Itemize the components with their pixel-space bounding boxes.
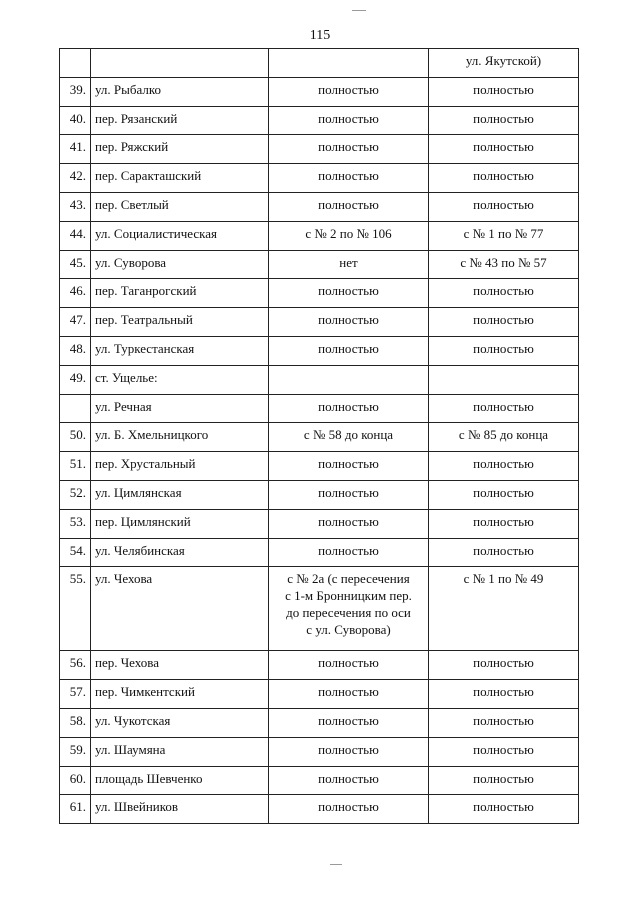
even-side-range: полностью: [269, 737, 429, 766]
row-number: 43.: [60, 192, 91, 221]
even-side-range-line: с ул. Суворова): [306, 622, 391, 638]
table-row: [60, 221, 579, 250]
table-row: [60, 394, 579, 423]
odd-side-range: с № 43 по № 57: [429, 250, 579, 279]
table-row: [60, 680, 579, 709]
odd-side-range: полностью: [429, 135, 579, 164]
scan-speck: [352, 10, 366, 11]
row-number: 46.: [60, 279, 91, 308]
row-number: 45.: [60, 250, 91, 279]
even-side-range-line: до пересечения по оси: [286, 605, 411, 621]
table-row: [60, 106, 579, 135]
street-name: ул. Чехова: [91, 567, 269, 651]
even-side-range: полностью: [269, 795, 429, 824]
page-number: 115: [309, 28, 331, 43]
row-number: 50.: [60, 423, 91, 452]
table-row: [60, 567, 579, 651]
row-number: 52.: [60, 480, 91, 509]
street-name: пер. Ряжский: [91, 135, 269, 164]
even-side-range: полностью: [269, 192, 429, 221]
row-number: 41.: [60, 135, 91, 164]
row-number: 49.: [60, 365, 91, 394]
even-side-range-line: с 1-м Бронницким пер.: [285, 588, 412, 604]
even-side-range: полностью: [269, 394, 429, 423]
table-row: [60, 336, 579, 365]
odd-side-range: полностью: [429, 308, 579, 337]
street-name: пер. Чехова: [91, 651, 269, 680]
odd-side-range: полностью: [429, 77, 579, 106]
row-number: 51.: [60, 452, 91, 481]
odd-side-range: полностью: [429, 737, 579, 766]
table-row: [60, 538, 579, 567]
street-name: ул. Туркестанская: [91, 336, 269, 365]
row-number: 53.: [60, 509, 91, 538]
odd-side-range: полностью: [429, 766, 579, 795]
street-name: ул. Рыбалко: [91, 77, 269, 106]
row-number: 57.: [60, 680, 91, 709]
odd-side-range: полностью: [429, 192, 579, 221]
even-side-range: полностью: [269, 708, 429, 737]
odd-side-range: полностью: [429, 106, 579, 135]
street-name: ст. Ущелье:: [91, 365, 269, 394]
even-side-range: полностью: [269, 106, 429, 135]
table-row: [60, 279, 579, 308]
street-name: [91, 49, 269, 78]
table-body: [60, 49, 579, 824]
even-side-range: с № 2 по № 106: [269, 221, 429, 250]
street-name: площадь Шевченко: [91, 766, 269, 795]
odd-side-range: ул. Якутской): [429, 49, 579, 78]
odd-side-range: с № 1 по № 77: [429, 221, 579, 250]
even-side-range: полностью: [269, 538, 429, 567]
row-number: [60, 394, 91, 423]
table-row: [60, 365, 579, 394]
table-row: [60, 192, 579, 221]
even-side-range: полностью: [269, 680, 429, 709]
street-name: ул. Чукотская: [91, 708, 269, 737]
even-side-range: полностью: [269, 279, 429, 308]
table-row: [60, 250, 579, 279]
even-side-range: [269, 49, 429, 78]
table-row: [60, 766, 579, 795]
odd-side-range: полностью: [429, 394, 579, 423]
street-name: пер. Хрустальный: [91, 452, 269, 481]
street-name: ул. Шаумяна: [91, 737, 269, 766]
even-side-range: нет: [269, 250, 429, 279]
street-name: пер. Светлый: [91, 192, 269, 221]
even-side-range: [269, 567, 429, 651]
odd-side-range: полностью: [429, 336, 579, 365]
table-row: [60, 49, 579, 78]
odd-side-range: полностью: [429, 509, 579, 538]
odd-side-range: полностью: [429, 279, 579, 308]
row-number: 47.: [60, 308, 91, 337]
table-row: [60, 795, 579, 824]
table-row: [60, 737, 579, 766]
row-number: 58.: [60, 708, 91, 737]
row-number: 61.: [60, 795, 91, 824]
even-side-range: с № 58 до конца: [269, 423, 429, 452]
street-name: ул. Цимлянская: [91, 480, 269, 509]
odd-side-range: полностью: [429, 480, 579, 509]
table-row: [60, 651, 579, 680]
even-side-range: полностью: [269, 135, 429, 164]
streets-table: [59, 48, 579, 824]
row-number: 42.: [60, 164, 91, 193]
row-number: 59.: [60, 737, 91, 766]
even-side-range: полностью: [269, 77, 429, 106]
even-side-range: полностью: [269, 651, 429, 680]
street-name: пер. Цимлянский: [91, 509, 269, 538]
odd-side-range: с № 1 по № 49: [429, 567, 579, 651]
odd-side-range: полностью: [429, 651, 579, 680]
row-number: 39.: [60, 77, 91, 106]
even-side-range: полностью: [269, 766, 429, 795]
row-number: 54.: [60, 538, 91, 567]
odd-side-range: полностью: [429, 680, 579, 709]
even-side-range: полностью: [269, 480, 429, 509]
street-name: пер. Саракташский: [91, 164, 269, 193]
even-side-range: полностью: [269, 509, 429, 538]
even-side-range: полностью: [269, 308, 429, 337]
street-name: пер. Театральный: [91, 308, 269, 337]
table-row: [60, 509, 579, 538]
street-name: ул. Речная: [91, 394, 269, 423]
table-row: [60, 452, 579, 481]
even-side-range: полностью: [269, 164, 429, 193]
table-row: [60, 164, 579, 193]
row-number: 55.: [60, 567, 91, 651]
table-row: [60, 308, 579, 337]
street-name: ул. Суворова: [91, 250, 269, 279]
table-row: [60, 77, 579, 106]
street-name: пер. Таганрогский: [91, 279, 269, 308]
table-row: [60, 423, 579, 452]
row-number: 60.: [60, 766, 91, 795]
street-name: пер. Рязанский: [91, 106, 269, 135]
street-name: ул. Швейников: [91, 795, 269, 824]
table-row: [60, 135, 579, 164]
odd-side-range: с № 85 до конца: [429, 423, 579, 452]
table-row: [60, 708, 579, 737]
odd-side-range: [429, 365, 579, 394]
even-side-range-line: с № 2а (с пересечения: [287, 571, 410, 587]
table-row: [60, 480, 579, 509]
even-side-range: полностью: [269, 336, 429, 365]
street-name: ул. Челябинская: [91, 538, 269, 567]
row-number: [60, 49, 91, 78]
scan-speck: [330, 864, 342, 865]
street-name: ул. Социалистическая: [91, 221, 269, 250]
odd-side-range: полностью: [429, 795, 579, 824]
odd-side-range: полностью: [429, 708, 579, 737]
odd-side-range: полностью: [429, 452, 579, 481]
row-number: 56.: [60, 651, 91, 680]
row-number: 44.: [60, 221, 91, 250]
row-number: 48.: [60, 336, 91, 365]
odd-side-range: полностью: [429, 164, 579, 193]
even-side-range: [269, 365, 429, 394]
odd-side-range: полностью: [429, 538, 579, 567]
street-name: ул. Б. Хмельницкого: [91, 423, 269, 452]
row-number: 40.: [60, 106, 91, 135]
street-name: пер. Чимкентский: [91, 680, 269, 709]
even-side-range: полностью: [269, 452, 429, 481]
